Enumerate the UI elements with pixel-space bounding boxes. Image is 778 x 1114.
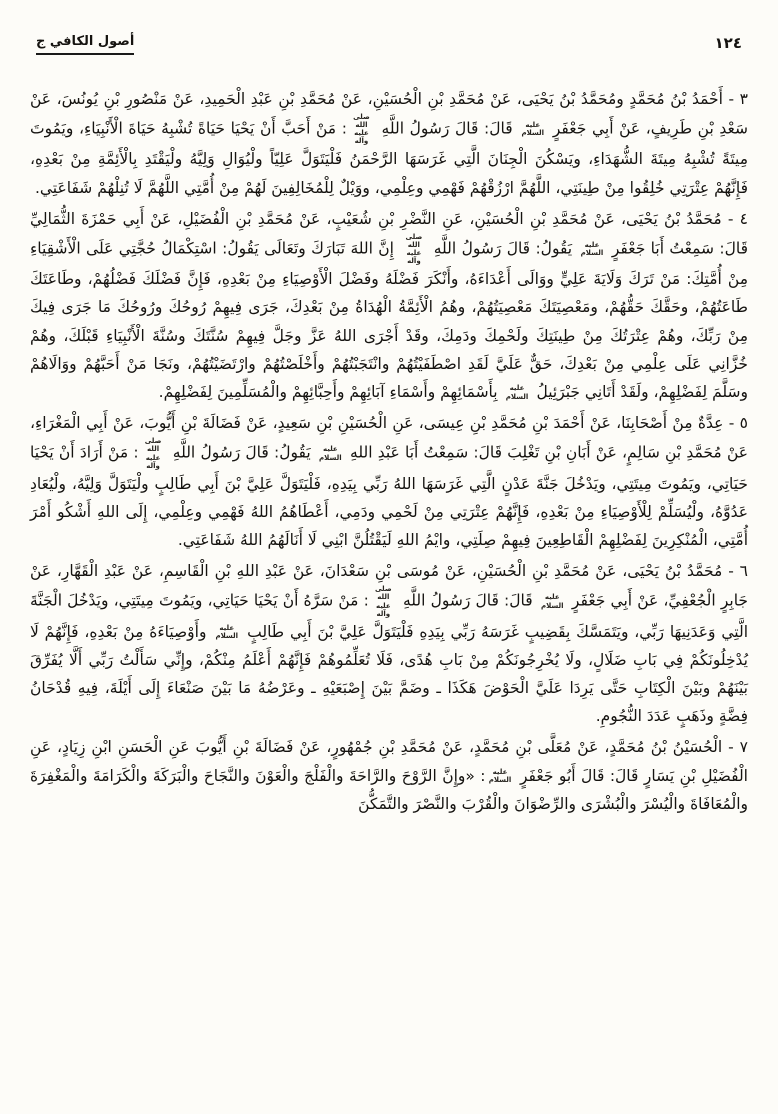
hadith-text: إِنَّ اللهَ تَبَارَكَ وتَعَالَى يَقُولُ: اسْتِكْمَالُ حُجَّتِي عَلَى الْأَشْقِيَاءِ مِنْ أُمَّتِكَ: مَنْ تَرَكَ وَلَايَةَ عَلِيٍّ ووَالَى أَعْدَاءَهُ، وأَنْكَرَ فَضْلَهُ وفَضْلَ الْأَوْصِيَاءِ مِنْ بَعْدِهِ، فَإِنَّ فَضْلَكَ فَضْلُهُمْ، وطَاعَتَكَ طَاعَتُهُمْ، وحَقَّكَ حَقُّهُمْ، ومَعْصِيَتَكَ مَعْصِيَتُهُمْ، وهُمُ الْأَئِمَّةُ الْهُدَاةُ مِنْ بَعْدِكَ، جَرَى فِيهِمْ رُوحُكَ ورُوحُكَ مَا جَرَى فِيكَ مِنْ رَبِّكَ، وهُمْ عِتْرَتُكَ مِنْ طِينَتِكَ ولَحْمِكَ ودَمِكَ، وقَدْ أَجْرَى اللهُ عَزَّ وجَلَّ فِيهِمْ سُنَّتَكَ وسُنَّةَ الْأَنْبِيَاءِ قَبْلَكَ، وهُمْ خُزَّانِي عَلَى عِلْمِي مِنْ بَعْدِكَ، حَقٌّ عَلَيَّ لَقَدِ اصْطَفَيْتُهُمْ وانْتَجَبْتُهُمْ وأَخْلَصْتُهُمْ وارْتَضَيْتُهُمْ، ونَجَا مَنْ أَحَبَّهُمْ ووَالَاهُمْ وسَلَّمَ لِفَضْلِهِمْ، ولَقَدْ أَتَانِي جَبْرَئِيلُ <box>30 239 748 401</box>
hadith-text: ٤ - مُحَمَّدُ بْنُ يَحْيَى، عَنْ مُحَمَّدِ بْنِ الْحُسَيْنِ، عَنِ النَّضْرِ بْنِ شُعَيْبٍ، عَنْ مُحَمَّدِ بْنِ الْفُضَيْلِ، عَنْ أَبِي حَمْزَةَ الثُّمَالِيِّ قَالَ: سَمِعْتُ أَبَا جَعْفَرٍ <box>30 209 749 258</box>
running-title: أصول الكافي ج <box>36 34 134 55</box>
hadith-text: قَالَ: قَالَ رَسُولُ اللَّهِ <box>397 592 538 610</box>
hadith-text: : «وإِنَّ الرَّوْحَ والرَّاحَةَ والْفَلْجَ والْعَوْنَ والنَّجَاحَ والْبَرَكَةَ والْكَرَامَةَ والْمَغْفِرَةَ والْمُعَافَاةَ والْيُسْرَ والْبُشْرَى والرِّضْوَانَ والْقُرْبَ والنَّصْرَ والتَّمَكُّنَ <box>30 766 748 813</box>
hadith-text: قَالَ: قَالَ رَسُولُ اللَّهِ <box>375 119 519 138</box>
hadith-7 <box>30 733 748 818</box>
honorific-mark: صلى الله عليه وآله <box>405 233 423 266</box>
honorific-mark: عليه السلام <box>521 121 545 138</box>
hadith-text: ٣ - أَحْمَدُ بْنُ مُحَمَّدٍ ومُحَمَّدُ بْنُ يَحْيَى، عَنْ مُحَمَّدِ بْنِ الْحُسَيْنِ، عَنْ مُحَمَّدِ بْنِ عَبْدِ الْحَمِيدِ، عَنْ مَنْصُورِ بْنِ يُونُسَ، عَنْ سَعْدِ بْنِ طَرِيفٍ، عَنْ أَبِي جَعْفَرٍ <box>30 90 748 138</box>
honorific-mark: عليه السلام <box>319 445 342 462</box>
honorific-mark: صلى الله عليه وآله <box>374 585 392 618</box>
hadith-text: ٥ - عِدَّةٌ مِنْ أَصْحَابِنَا، عَنْ أَحْمَدَ بْنِ مُحَمَّدِ بْنِ عِيسَى، عَنِ الْحُسَيْنِ بْنِ سَعِيدٍ، عَنْ فَضَالَةَ بْنِ أَيُّوبَ، عَنْ أَبِي الْمَغْرَاءِ، عَنْ مُحَمَّدِ بْنِ سَالِمٍ، عَنْ أَبَانِ بْنِ تَغْلِبَ قَالَ: سَمِعْتُ أَبَا عَبْدِ اللهِ <box>30 414 748 462</box>
honorific-mark: عليه السلام <box>488 768 512 785</box>
hadith-text: ٦ - مُحَمَّدُ بْنُ يَحْيَى، عَنْ مُحَمَّدِ بْنِ الْحُسَيْنِ، عَنْ مُوسَى بْنِ سَعْدَانَ، عَنْ عَبْدِ اللهِ بْنِ الْقَاسِمِ، عَنْ عَبْدِ الْقَهَّارِ، عَنْ جَابِرٍ الْجُعْفِيِّ، عَنْ أَبِي جَعْفَرٍ <box>30 562 748 610</box>
honorific-mark: عليه السلام <box>505 384 529 401</box>
honorific-mark: صلى الله عليه وآله <box>144 437 162 470</box>
hadith-text: بِأَسْمَائِهِمْ وأَسْمَاءِ آبَائِهِمْ وأَحِبَّائِهِمْ والْمُسَلِّمِينَ لِفَضْلِهِمْ. <box>158 383 503 401</box>
hadith-3 <box>30 85 748 202</box>
hadith-text: ٧ - الْحُسَيْنُ بْنُ مُحَمَّدٍ، عَنْ مُعَلَّى بْنِ مُحَمَّدٍ، عَنْ مُحَمَّدِ بْنِ جُمْهُورٍ، عَنْ فَضَالَةَ بْنِ أَيُّوبَ عَنِ الْحَسَنِ ابْنِ زِيَادٍ، عَنِ الْفُضَيْلِ بْنِ يَسَارٍ قَالَ: قَالَ أَبُو جَعْفَرٍ <box>30 738 748 785</box>
hadith-5 <box>30 409 748 554</box>
honorific-mark: عليه السلام <box>215 624 239 641</box>
hadith-6 <box>30 557 748 730</box>
hadith-text: : مَنْ أَرَادَ أَنْ يَحْيَا حَيَاتِي، ويَمُوتَ مِيتَتِي، ويَدْخُلَ جَنَّةَ عَدْنٍ الَّتِي غَرَسَهَا اللهُ رَبِّي بِيَدِهِ، فَلْيَتَوَلَّ عَلِيَّ بْنَ أَبِي طَالِبٍ ولْيَتَوَلَّ وَلِيَّهُ، ولْيُعَادِ عَدُوَّهُ، ولْيُسَلِّمْ لِلْأَوْصِيَاءِ مِنْ بَعْدِهِ، فَإِنَّهُمْ عِتْرَتِي مِنْ لَحْمِي ودَمِي، أَعْطَاهُمُ اللهُ فَهْمِي وعِلْمِي، إِلَى اللهِ أَشْكُو أَمْرَ أُمَّتِي، الْمُنْكِرِينَ لِفَضْلِهِمْ الْقَاطِعِينَ فِيهِمْ صِلَتِي، وايْمُ اللهِ لَيَقْتُلُنَّ ابْنِي لَا أَنَالَهُمُ اللهُ شَفَاعَتِي. <box>30 444 748 549</box>
hadith-text: وأَوْصِيَاءَهُ مِنْ بَعْدِهِ، فَإِنَّهُمْ لَا يُدْخِلُونَكُمْ فِي بَابِ ضَلَالٍ، ولَا يُخْرِجُونَكُمْ مِنْ بَابِ هُدًى، فَلَا تُعَلِّمُوهُمْ فَإِنَّهُمْ أَعْلَمُ مِنْكُمْ، وإِنِّي سَأَلْتُ رَبِّي أَلَّا يُفَرِّقَ بَيْنَهُمْ وبَيْنَ الْكِتَابِ حَتَّى يَرِدَا عَلَيَّ الْحَوْضَ هَكَذَا ـ وضَمَّ بَيْنَ إِصْبَعَيْهِ ـ وعَرْضُهُ مَا بَيْنَ صَنْعَاءَ إِلَى أَيْلَةَ، فِيهِ قُدْحَانُ فِضَّةٍ وذَهَبٍ عَدَدَ النُّجُومِ. <box>30 622 748 726</box>
page-number: ١٢٤ <box>714 34 742 52</box>
page-header <box>30 34 748 55</box>
hadith-text: : مَنْ سَرَّهُ أَنْ يَحْيَا حَيَاتِي، ويَمُوتَ مِيتَتِي، ويَدْخُلَ الْجَنَّةَ الَّتِي وَعَدَنِيهَا رَبِّي، ويَتَمَسَّكَ بِقَضِيبٍ غَرَسَهُ رَبِّي بِيَدِهِ فَلْيَتَوَلَّ عَلِيَّ بْنَ أَبِي طَالِبٍ <box>30 592 748 641</box>
honorific-mark: عليه السلام <box>580 241 604 258</box>
hadith-4 <box>30 205 748 406</box>
hadith-text: يَقُولُ: قَالَ رَسُولُ اللَّهِ <box>167 444 316 462</box>
hadith-text: : مَنْ أَحَبَّ أَنْ يَحْيَا حَيَاةً تُشْبِهُ حَيَاةَ الْأَنْبِيَاءِ، ويَمُوتَ مِيتَةً تُشْبِهُ مِيتَةَ الشُّهَدَاءِ، ويَسْكُنَ الْجِنَانَ الَّتِي غَرَسَهَا الرَّحْمَنُ فَلْيَتَوَلَّ عَلِيّاً ولْيُوَالِ وَلِيَّهُ ولْيَقْتَدِ بِالْأَئِمَّةِ مِنْ بَعْدِهِ، فَإِنَّهُمْ عِتْرَتِي خُلِقُوا مِنْ طِينَتِي، اللَّهُمَّ ارْزُقْهُمْ فَهْمِي وعِلْمِي، ووَيْلٌ لِلْمُخَالِفِينَ لَهُمْ مِنْ أُمَّتِي اللَّهُمَّ لَا تُنِلْهُمْ شَفَاعَتِي. <box>30 119 748 197</box>
body-text <box>30 85 748 818</box>
honorific-mark: عليه السلام <box>540 593 564 610</box>
honorific-mark: صلى الله عليه وآله <box>353 113 370 146</box>
hadith-text: يَقُولُ: قَالَ رَسُولُ اللَّهِ <box>428 239 578 258</box>
